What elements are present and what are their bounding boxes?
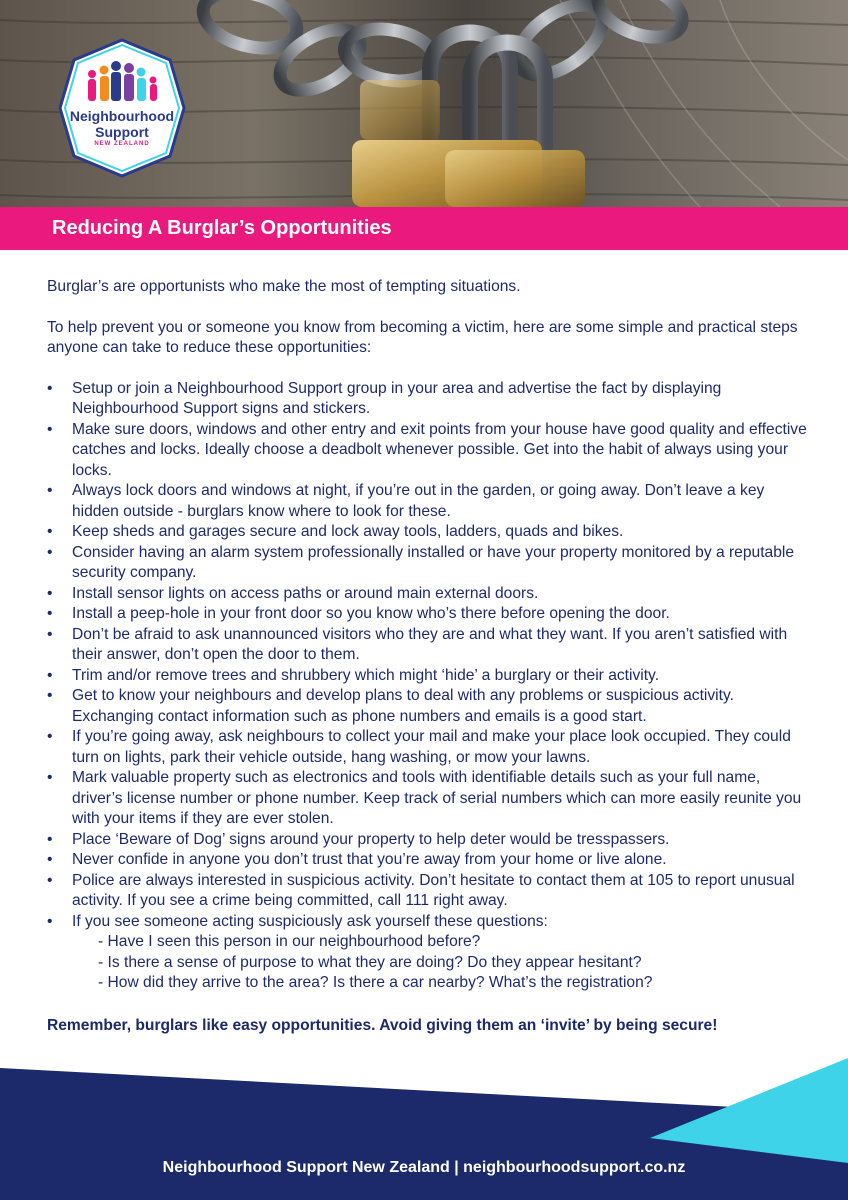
question-item: - How did they arrive to the area? Is there a car nearby? What’s the registration?	[98, 974, 653, 991]
list-item	[47, 604, 807, 625]
bullet-icon: •	[47, 482, 53, 499]
list-item	[47, 850, 807, 871]
logo-text-new-zealand: NEW ZEALAND	[94, 141, 150, 147]
header-photo-padlocks	[0, 0, 848, 207]
neighbourhood-support-logo	[58, 38, 186, 178]
list-item	[47, 543, 807, 584]
tip-text: Setup or join a Neighbourhood Support group in your area and advertise the fact by displaying Neighbourhood Support signs and stickers.	[72, 379, 722, 417]
tip-text: If you see someone acting suspiciously ask yourself these questions:	[72, 912, 548, 930]
list-item	[47, 871, 807, 912]
logo-text-neighbourhood: Neighbourhood	[69, 108, 175, 124]
bullet-icon: •	[47, 830, 53, 848]
bullet-icon: •	[47, 687, 53, 704]
bullet-icon: •	[47, 871, 53, 889]
bullet-icon: •	[47, 728, 53, 745]
tip-text: Never confide in anyone you don’t trust that you’re away from your home or live alone.	[72, 851, 667, 868]
page-title: Reducing A Burglar’s Opportunities	[52, 217, 392, 239]
tip-text: Install sensor lights on access paths or around main external doors.	[72, 584, 539, 602]
list-item	[47, 830, 807, 851]
tip-text: Don’t be afraid to ask unannounced visitors who they are and what they want. If you aren’t satisfied with their answer, don’t open the door to them.	[72, 625, 788, 663]
tip-text: Place ‘Beware of Dog’ signs around your property to help deter would be tresspassers.	[72, 830, 670, 848]
tip-text: Make sure doors, windows and other entry and exit points from your house have good quality and effective catches and locks. Ideally choose a deadbolt whenever possible. Get into the habit of always using your locks.	[72, 420, 807, 479]
intro-paragraph-1: Burglar’s are opportunists who make the most of tempting situations.	[47, 278, 521, 295]
bullet-icon: •	[47, 625, 53, 643]
list-item	[47, 481, 807, 522]
tip-text: Mark valuable property such as electronics and tools with identifiable details such as your full name, driver’s license number or phone number. Keep track of serial numbers which can more easily reunite you with your items if they are ever stolen.	[72, 769, 802, 827]
bullet-icon: •	[47, 912, 53, 930]
question-item: - Is there a sense of purpose to what they are doing? Do they appear hesitant?	[98, 953, 642, 971]
bullet-icon: •	[47, 584, 53, 602]
intro-paragraph-2: To help prevent you or someone you know from becoming a victim, here are some simple and practical steps anyone can take to reduce these opportunities:	[47, 318, 798, 356]
bullet-icon: •	[47, 769, 53, 786]
bullet-icon: •	[47, 605, 53, 622]
list-item	[47, 727, 807, 768]
bullet-icon: •	[47, 379, 53, 397]
list-item	[47, 379, 807, 420]
question-item: - Have I seen this person in our neighbourhood before?	[98, 933, 481, 950]
bullet-icon: •	[47, 851, 53, 868]
tip-text: Keep sheds and garages secure and lock away tools, ladders, quads and bikes.	[72, 523, 624, 540]
questions-list	[47, 932, 807, 994]
bullet-icon: •	[47, 666, 53, 684]
list-item	[47, 420, 807, 482]
tip-text: Install a peep-hole in your front door so you know who’s there before opening the door.	[72, 605, 670, 622]
bullet-icon: •	[47, 420, 53, 438]
list-item	[47, 686, 807, 727]
list-item	[47, 912, 807, 933]
list-item	[47, 768, 807, 830]
closing-statement: Remember, burglars like easy opportunities. Avoid giving them an ‘invite’ by being secure!	[47, 1016, 718, 1034]
tip-text: If you’re going away, ask neighbours to collect your mail and make your place look occupied. They could turn on lights, park their vehicle outside, hang washing, or mow your lawns.	[72, 728, 791, 766]
document-body	[47, 277, 807, 1036]
list-item	[47, 666, 807, 687]
list-item	[47, 584, 807, 605]
footer	[0, 1038, 848, 1200]
title-band	[0, 207, 848, 250]
bullet-icon: •	[47, 523, 53, 540]
tip-text: Trim and/or remove trees and shrubbery which might ‘hide’ a burglary or their activity.	[72, 666, 660, 684]
list-item	[47, 625, 807, 666]
tip-text: Consider having an alarm system professionally installed or have your property monitored by a reputable security company.	[72, 543, 795, 581]
list-item	[47, 522, 807, 543]
tip-text: Police are always interested in suspicious activity. Don’t hesitate to contact them at 105 to report unusual activity. If you see a crime being committed, call 111 right away.	[72, 871, 795, 909]
tip-text: Get to know your neighbours and develop plans to deal with any problems or suspicious activity. Exchanging contact information such as phone numbers and emails is a good start.	[72, 687, 734, 725]
footer-text: Neighbourhood Support New Zealand | neighbourhoodsupport.co.nz	[162, 1159, 686, 1176]
tip-text: Always lock doors and windows at night, if you’re out in the garden, or going away. Don’t leave a key hidden outside - burglars know where to look for these.	[72, 482, 765, 520]
bullet-icon: •	[47, 543, 53, 561]
tips-list	[47, 379, 807, 933]
logo-text-support: Support	[95, 124, 149, 140]
